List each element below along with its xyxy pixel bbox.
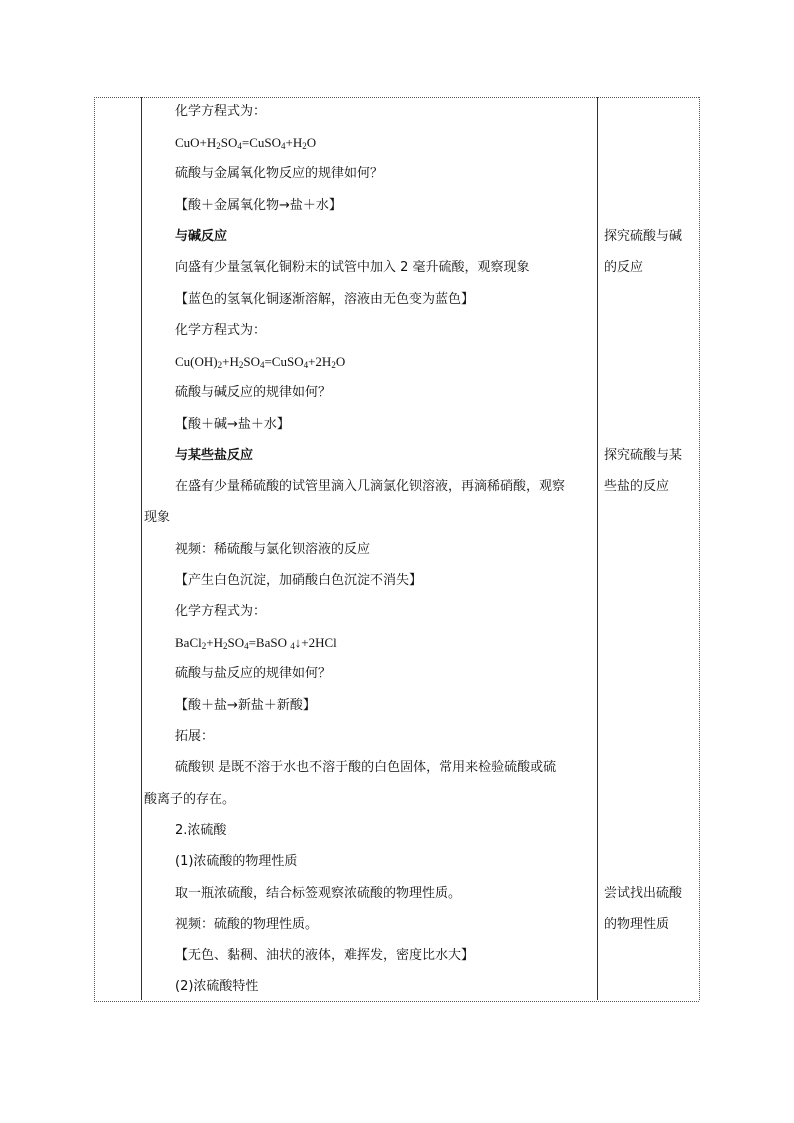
- text-line: 【产生白色沉淀，加硝酸白色沉淀不消失】: [175, 573, 423, 588]
- text-line: 硫酸与盐反应的规律如何？: [175, 666, 332, 681]
- column-divider-1: [141, 97, 142, 1000]
- section-heading: 与碱反应: [175, 229, 228, 244]
- text-line: 【酸＋盐→新盐＋新酸】: [175, 698, 316, 713]
- design-note: 探究硫酸与碱: [604, 229, 683, 244]
- section-heading: 与某些盐反应: [175, 448, 254, 463]
- text-line: 向盛有少量氢氧化铜粉末的试管中加入 2 毫升硫酸，观察现象: [175, 260, 530, 275]
- design-note: 的物理性质: [604, 917, 670, 932]
- text-line: 硫酸与金属氧化物反应的规律如何？: [175, 166, 384, 181]
- text-line: 【酸＋碱→盐＋水】: [175, 417, 290, 432]
- text-line: 硫酸与碱反应的规律如何？: [175, 385, 332, 400]
- text-line: 化学方程式为：: [175, 104, 267, 119]
- subsection-heading: (1)浓硫酸的物理性质: [175, 854, 298, 869]
- design-note: 些盐的反应: [604, 479, 670, 494]
- text-line: 【无色、黏稠、油状的液体，难挥发，密度比水大】: [175, 948, 475, 963]
- design-note: 的反应: [604, 260, 644, 275]
- text-line: 化学方程式为：: [175, 323, 267, 338]
- text-line: 视频：硫酸的物理性质。: [175, 917, 319, 932]
- text-line: 【蓝色的氢氧化铜逐渐溶解，溶液由无色变为蓝色】: [175, 292, 475, 307]
- subsection-heading: (2)浓硫酸特性: [175, 979, 259, 994]
- column-divider-2: [597, 97, 598, 1000]
- formula-cuoh2: $Cu(OH)_2+H_2SO_4=CuSO_4+2H_2O$: [175, 354, 346, 370]
- subsection-heading: 2.浓硫酸: [175, 823, 227, 838]
- formula-cuo: $CuO+H_2SO_4=CuSO_4+H_2O$: [175, 135, 317, 151]
- text-line: 硫酸钡 是既不溶于水也不溶于酸的白色固体，常用来检验硫酸或硫: [175, 760, 557, 775]
- formula-bacl2: $BaCl_2+H_2SO_4=BaSO$ $_4$↓+2HCl: [175, 635, 337, 651]
- text-line: 化学方程式为：: [175, 604, 267, 619]
- text-line: 拓展：: [175, 729, 215, 744]
- table-border-right: [699, 97, 700, 1000]
- design-note: 尝试找出硫酸: [604, 886, 683, 901]
- text-line: 现象: [144, 510, 171, 525]
- design-note: 探究硫酸与某: [604, 448, 683, 463]
- text-line: 在盛有少量稀硫酸的试管里滴入几滴氯化钡溶液，再滴稀硝酸，观察: [175, 479, 566, 494]
- text-line: 视频：稀硫酸与氯化钡溶液的反应: [175, 542, 371, 557]
- text-line: 取一瓶浓硫酸，结合标签观察浓硫酸的物理性质。: [175, 886, 462, 901]
- text-line: 酸离子的存在。: [144, 792, 236, 807]
- table-border-left: [94, 97, 95, 1000]
- text-line: 【酸＋金属氧化物→盐＋水】: [175, 198, 342, 213]
